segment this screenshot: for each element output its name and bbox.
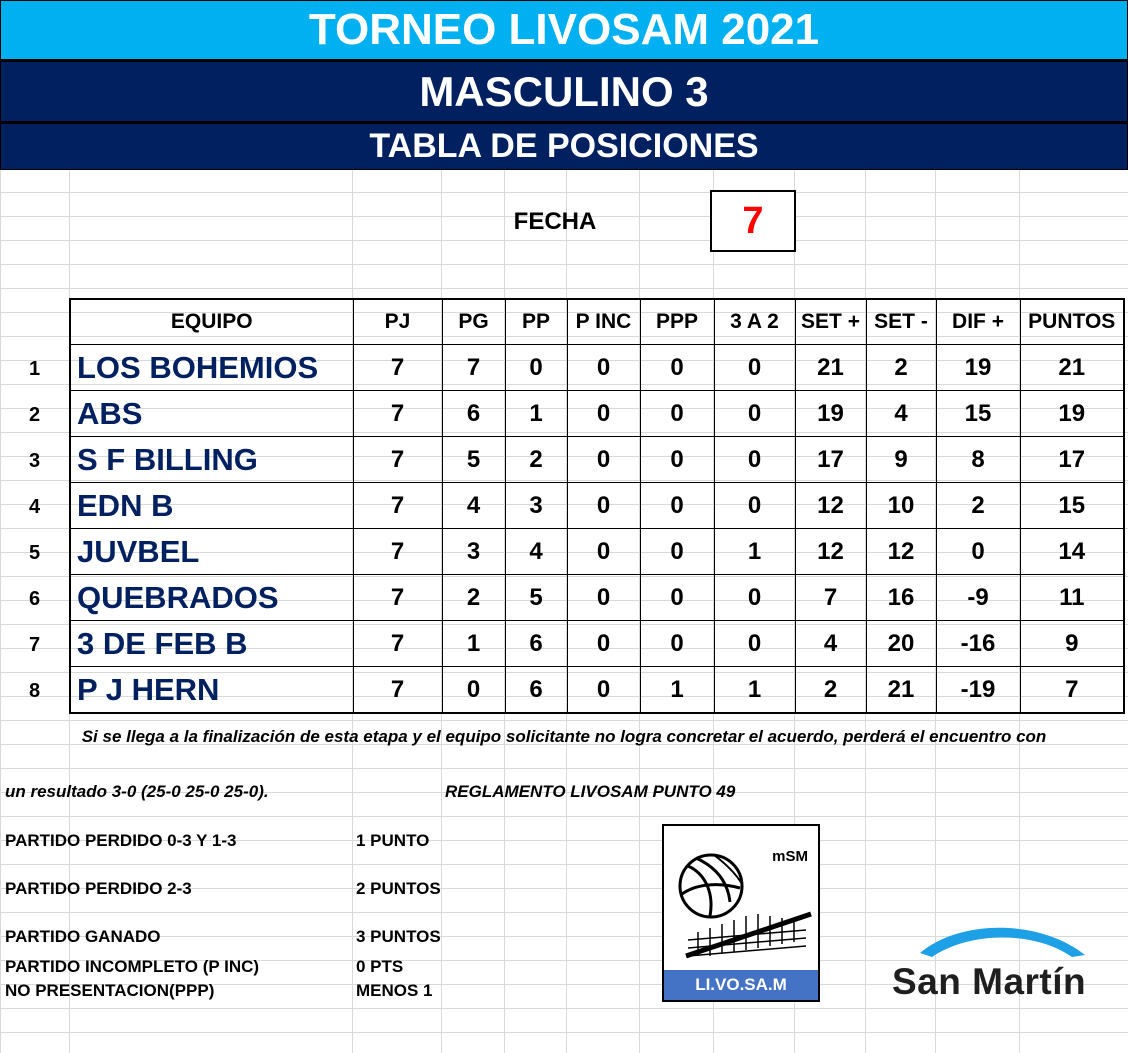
- cell-ppp: 0: [640, 391, 714, 437]
- cell-ppp: 1: [640, 667, 714, 714]
- cell-puntos: 14: [1020, 529, 1124, 575]
- cell-pp: 1: [505, 391, 567, 437]
- rule-note-line1: Si se llega a la finalización de esta etapa y el equipo solicitante no logra concretar el acuerdo, perderá el encuentro con: [81, 727, 1047, 746]
- cell-pg: 6: [442, 391, 505, 437]
- rank-number: 7: [28, 634, 41, 656]
- tournament-title: TORNEO LIVOSAM 2021: [0, 0, 1128, 60]
- cell-pinc: 0: [567, 437, 640, 483]
- table-row: [70, 667, 1124, 714]
- cell-3a2: 0: [714, 621, 795, 667]
- cell-set-plus: 4: [795, 621, 866, 667]
- logo-name: LI.VO.SA.M: [664, 968, 818, 1000]
- cell-pinc: 0: [567, 667, 640, 714]
- cell-set-minus: 16: [866, 575, 936, 621]
- standings-subtitle: TABLA DE POSICIONES: [0, 122, 1128, 170]
- cell-dif: -19: [936, 667, 1020, 714]
- column-header: PUNTOS: [1020, 299, 1124, 345]
- cell-3a2: 1: [714, 529, 795, 575]
- cell-3a2: 0: [714, 437, 795, 483]
- table-row: [70, 437, 1124, 483]
- scoring-label: PARTIDO INCOMPLETO (P INC): [5, 957, 260, 976]
- cell-pp: 3: [505, 483, 567, 529]
- cell-set-plus: 17: [795, 437, 866, 483]
- cell-set-minus: 20: [866, 621, 936, 667]
- rule-note-line2: un resultado 3-0 (25-0 25-0 25-0).: [5, 782, 269, 801]
- cell-dif: 2: [936, 483, 1020, 529]
- cell-dif: -16: [936, 621, 1020, 667]
- rank-number: 1: [28, 358, 41, 380]
- scoring-label: NO PRESENTACION(PPP): [5, 981, 215, 1000]
- team-name: QUEBRADOS: [70, 575, 353, 621]
- cell-puntos: 19: [1020, 391, 1124, 437]
- cell-pj: 7: [353, 391, 442, 437]
- cell-ppp: 0: [640, 529, 714, 575]
- scoring-label: PARTIDO PERDIDO 2-3: [5, 879, 192, 898]
- cell-set-minus: 9: [866, 437, 936, 483]
- cell-puntos: 17: [1020, 437, 1124, 483]
- cell-pinc: 0: [567, 391, 640, 437]
- cell-pp: 6: [505, 667, 567, 714]
- rank-number: 8: [28, 680, 41, 702]
- cell-pg: 4: [442, 483, 505, 529]
- cell-ppp: 0: [640, 437, 714, 483]
- cell-set-plus: 21: [795, 345, 866, 391]
- cell-set-plus: 2: [795, 667, 866, 714]
- column-header: SET -: [866, 299, 936, 345]
- cell-dif: 19: [936, 345, 1020, 391]
- cell-ppp: 0: [640, 575, 714, 621]
- cell-pg: 5: [442, 437, 505, 483]
- rank-number: 3: [28, 450, 41, 472]
- column-header: PPP: [640, 299, 714, 345]
- scoring-value: 2 PUNTOS: [356, 879, 441, 898]
- team-name: EDN B: [70, 483, 353, 529]
- table-row: [70, 621, 1124, 667]
- cell-set-plus: 12: [795, 529, 866, 575]
- reglamento-reference: REGLAMENTO LIVOSAM PUNTO 49: [445, 782, 736, 801]
- column-header: EQUIPO: [70, 299, 353, 345]
- scoring-value: 1 PUNTO: [356, 831, 430, 850]
- team-name: JUVBEL: [70, 529, 353, 575]
- scoring-value: 0 PTS: [356, 957, 404, 976]
- cell-3a2: 0: [714, 391, 795, 437]
- fecha-label: FECHA: [513, 208, 597, 235]
- team-name: P J HERN: [70, 667, 353, 714]
- cell-3a2: 0: [714, 345, 795, 391]
- cell-set-minus: 21: [866, 667, 936, 714]
- cell-pj: 7: [353, 667, 442, 714]
- table-header-row: [70, 299, 1124, 345]
- cell-pinc: 0: [567, 575, 640, 621]
- team-name: 3 DE FEB B: [70, 621, 353, 667]
- cell-dif: 15: [936, 391, 1020, 437]
- column-header: 3 A 2: [714, 299, 795, 345]
- cell-puntos: 7: [1020, 667, 1124, 714]
- table-row: [70, 483, 1124, 529]
- rank-number: 6: [28, 588, 41, 610]
- cell-dif: -9: [936, 575, 1020, 621]
- team-name: LOS BOHEMIOS: [70, 345, 353, 391]
- cell-dif: 8: [936, 437, 1020, 483]
- arc-swoosh-icon: [890, 925, 1125, 965]
- team-name: S F BILLING: [70, 437, 353, 483]
- cell-pg: 2: [442, 575, 505, 621]
- cell-set-minus: 10: [866, 483, 936, 529]
- column-header: PP: [505, 299, 567, 345]
- rank-number: 4: [28, 496, 41, 518]
- cell-pp: 0: [505, 345, 567, 391]
- cell-set-plus: 19: [795, 391, 866, 437]
- rank-number: 2: [28, 404, 41, 426]
- standings-table: [69, 298, 1125, 714]
- volleyball-net-icon: [666, 844, 816, 964]
- fecha-value: 7: [710, 190, 796, 252]
- cell-pj: 7: [353, 483, 442, 529]
- scoring-value: MENOS 1: [356, 981, 433, 1000]
- cell-pg: 1: [442, 621, 505, 667]
- cell-pp: 6: [505, 621, 567, 667]
- cell-pp: 5: [505, 575, 567, 621]
- rank-number: 5: [28, 542, 41, 564]
- scoring-value: 3 PUNTOS: [356, 927, 441, 946]
- team-name: ABS: [70, 391, 353, 437]
- table-row: [70, 575, 1124, 621]
- livosam-logo: [662, 824, 820, 1002]
- column-header: PJ: [353, 299, 442, 345]
- column-header: P INC: [567, 299, 640, 345]
- scoring-label: PARTIDO PERDIDO 0-3 Y 1-3: [5, 831, 237, 850]
- san-martin-wordmark: San Martín: [892, 961, 1087, 1002]
- cell-pp: 2: [505, 437, 567, 483]
- category-title: MASCULINO 3: [0, 60, 1128, 122]
- cell-puntos: 11: [1020, 575, 1124, 621]
- cell-puntos: 21: [1020, 345, 1124, 391]
- cell-pj: 7: [353, 437, 442, 483]
- san-martin-logo: [890, 925, 1125, 1005]
- cell-set-minus: 4: [866, 391, 936, 437]
- scoring-label: PARTIDO GANADO: [5, 927, 161, 946]
- cell-pj: 7: [353, 575, 442, 621]
- cell-pj: 7: [353, 529, 442, 575]
- cell-3a2: 0: [714, 575, 795, 621]
- cell-pg: 3: [442, 529, 505, 575]
- cell-pinc: 0: [567, 621, 640, 667]
- cell-pinc: 0: [567, 529, 640, 575]
- table-row: [70, 529, 1124, 575]
- cell-pinc: 0: [567, 345, 640, 391]
- cell-puntos: 9: [1020, 621, 1124, 667]
- column-header: PG: [442, 299, 505, 345]
- cell-pj: 7: [353, 621, 442, 667]
- cell-puntos: 15: [1020, 483, 1124, 529]
- cell-ppp: 0: [640, 483, 714, 529]
- cell-set-minus: 2: [866, 345, 936, 391]
- cell-ppp: 0: [640, 345, 714, 391]
- cell-3a2: 0: [714, 483, 795, 529]
- cell-pp: 4: [505, 529, 567, 575]
- cell-set-plus: 7: [795, 575, 866, 621]
- cell-dif: 0: [936, 529, 1020, 575]
- cell-pg: 7: [442, 345, 505, 391]
- cell-pj: 7: [353, 345, 442, 391]
- column-header: SET +: [795, 299, 866, 345]
- column-header: DIF +: [936, 299, 1020, 345]
- logo-tag: mSM: [772, 848, 808, 865]
- cell-pinc: 0: [567, 483, 640, 529]
- table-row: [70, 391, 1124, 437]
- cell-set-plus: 12: [795, 483, 866, 529]
- cell-ppp: 0: [640, 621, 714, 667]
- cell-pg: 0: [442, 667, 505, 714]
- cell-3a2: 1: [714, 667, 795, 714]
- cell-set-minus: 12: [866, 529, 936, 575]
- table-row: [70, 345, 1124, 391]
